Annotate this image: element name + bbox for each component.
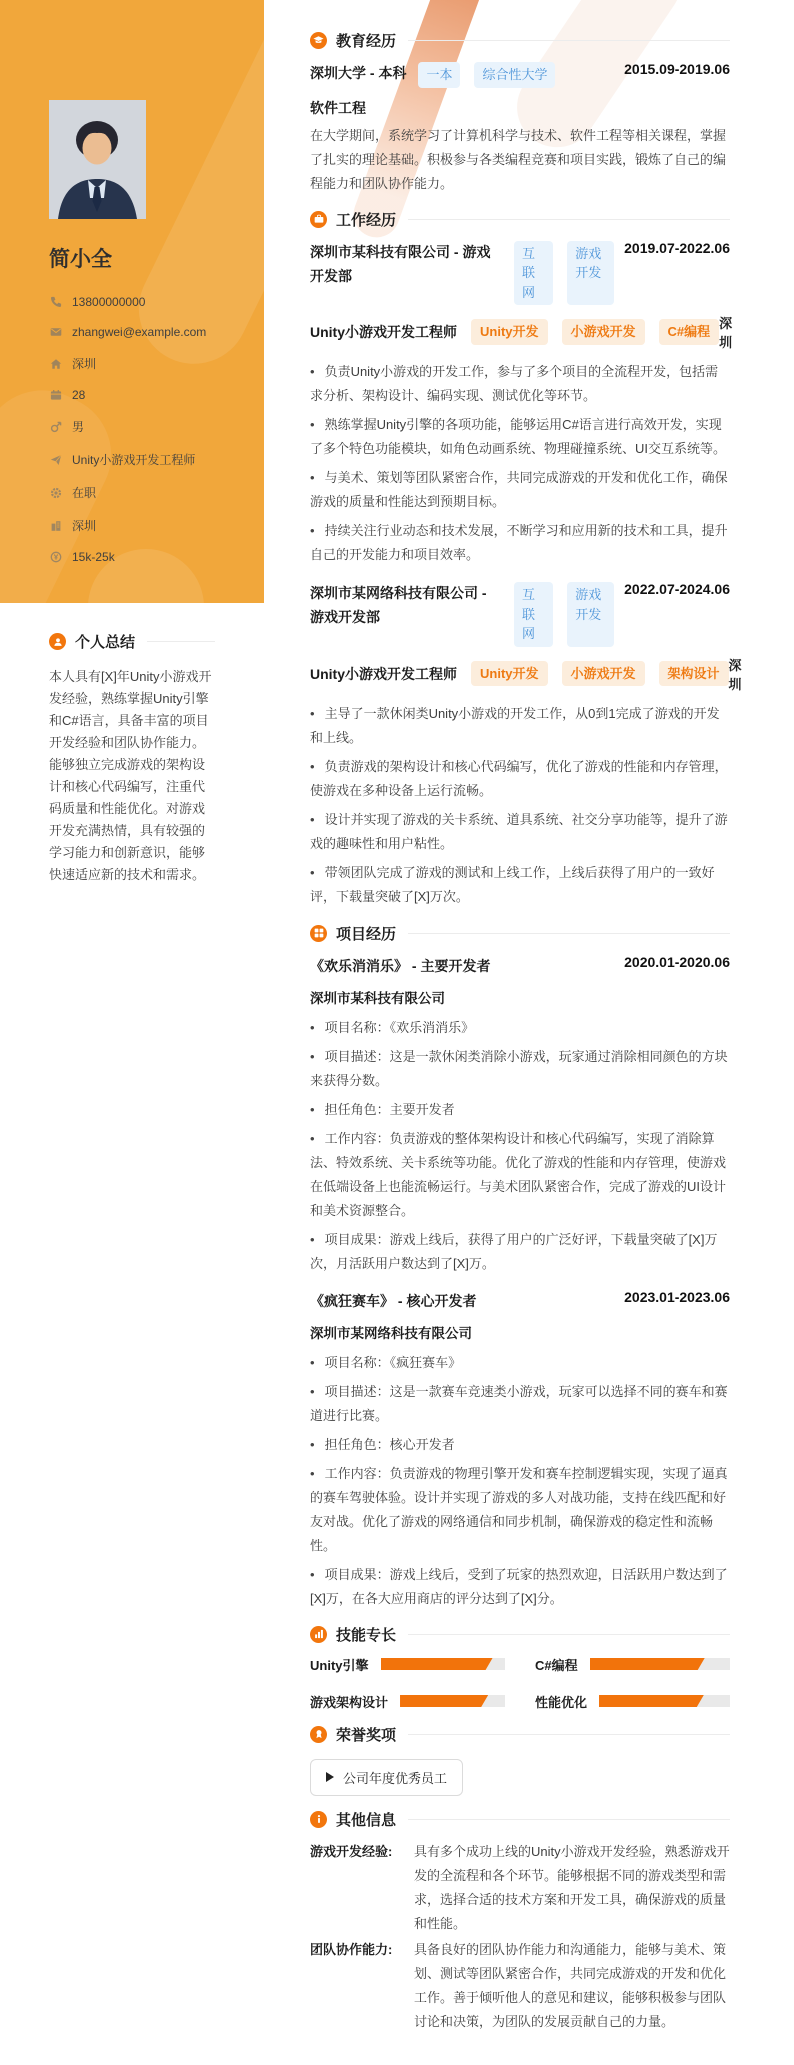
- skill-item: [310, 1692, 505, 1711]
- skill-bar-fill: [599, 1695, 704, 1707]
- divider: [147, 641, 215, 642]
- skill-label: 性能优化: [535, 1694, 588, 1710]
- job-title: Unity小游戏开发工程师: [310, 665, 457, 682]
- job-skill-tags: [471, 319, 719, 345]
- education-icon: [310, 32, 327, 49]
- skill-label: C#编程: [535, 1657, 578, 1673]
- skill-bar: [590, 1658, 730, 1670]
- divider: [408, 1819, 730, 1820]
- project-bullet: • 项目描述：这是一款赛车竞速类小游戏，玩家可以选择不同的赛车和赛道进行比赛。: [310, 1380, 730, 1428]
- section-title: 荣誉奖项: [336, 1726, 397, 1744]
- company-name: 深圳市某网络科技有限公司 - 游戏开发部: [310, 585, 487, 625]
- project-bullet: • 项目描述：这是一款休闲类消除小游戏，玩家通过消除相同颜色的方块来获得分数。: [310, 1045, 730, 1093]
- contact-item: [49, 451, 244, 468]
- job-role-row: [310, 655, 742, 693]
- school-name: 深圳大学 - 本科: [310, 65, 407, 81]
- info-item: [310, 1840, 730, 1936]
- contact-text: 28: [72, 388, 86, 402]
- info-text: 具备良好的团队协作能力和沟通能力，能够与美术、策划、测试等团队紧密合作，共同完成游戏的开发和优化工作。善于倾听他人的意见和建议，能够积极参与团队讨论和决策，为团队的发展贡献自己的力量。: [414, 1941, 727, 2029]
- job-header-row: [310, 240, 730, 306]
- company-tag: 互联网: [514, 582, 553, 647]
- info-text: 具有多个成功上线的Unity小游戏开发经验，熟悉游戏开发的全流程和各个环节。能够根据不同的游戏类型和需求，选择合适的技术方案和开发工具，确保游戏的质量和性能。: [414, 1843, 730, 1931]
- school-tag: 一本: [418, 62, 460, 88]
- project-period: 2023.01-2023.06: [624, 1288, 730, 1305]
- skill-item: [310, 1655, 505, 1674]
- section-honors: [310, 1724, 730, 1796]
- divider: [408, 1734, 730, 1735]
- summary-text: 本人具有[X]年Unity小游戏开发经验，熟练掌握Unity引擎和C#语言，具备丰富的项目开发经验和团队协作能力。能够独立完成游戏的架构设计和核心代码编写，注重代码质量和性能优化。对游戏开发充满热情，具有较强的学习能力和创新意识，能够快速适应新的技术和需求。: [49, 669, 212, 882]
- job-skill-tag: Unity开发: [471, 661, 548, 687]
- project-entry: [310, 1289, 730, 1611]
- job-bullet: • 设计并实现了游戏的关卡系统、道具系统、社交分享功能等，提升了游戏的趣味性和用户粘性。: [310, 808, 730, 856]
- section-projects: [310, 923, 730, 1611]
- project-bullet: • 担任角色：主要开发者: [310, 1098, 730, 1122]
- skills-grid: [310, 1655, 730, 1711]
- skill-bar: [381, 1658, 505, 1670]
- company-tag: 互联网: [514, 241, 553, 306]
- divider: [408, 933, 730, 934]
- education-period: 2015.09-2019.06: [624, 61, 730, 77]
- contact-text: 15k-25k: [72, 550, 115, 564]
- job-skill-tag: 小游戏开发: [562, 319, 645, 345]
- job-location: 深圳: [719, 316, 733, 350]
- project-company: 深圳市某网络科技有限公司: [310, 1325, 472, 1341]
- section-header: [310, 209, 730, 230]
- skill-bar-fill: [400, 1695, 488, 1707]
- contact-text: zhangwei@example.com: [72, 325, 207, 339]
- project-name: 《欢乐消消乐》 - 主要开发者: [310, 957, 491, 974]
- profile-photo: [49, 100, 146, 219]
- person-icon: [49, 633, 66, 650]
- job-skill-tags: [471, 661, 729, 687]
- grid-icon: [310, 925, 327, 942]
- job-skill-tag: C#编程: [659, 319, 720, 345]
- honor-label: 公司年度优秀员工: [343, 1770, 448, 1786]
- section-skills: [310, 1624, 730, 1711]
- project-bullet: • 项目名称：《疯狂赛车》: [310, 1351, 730, 1375]
- section-header: [310, 1809, 730, 1830]
- project-bullet: • 项目成果：游戏上线后，获得了用户的广泛好评，下载量突破了[X]万次，月活跃用户数达到了[X]万。: [310, 1228, 730, 1276]
- job-location: 深圳: [728, 657, 742, 692]
- divider: [408, 219, 730, 220]
- bar-chart-icon: [310, 1626, 327, 1643]
- gender-icon: [49, 420, 62, 433]
- job-bullet: • 带领团队完成了游戏的测试和上线工作，上线后获得了用户的一致好评，下载量突破了[X]万次。: [310, 861, 730, 909]
- contact-text: 深圳: [72, 519, 97, 533]
- medal-icon: [310, 1726, 327, 1743]
- contact-item: [49, 355, 244, 372]
- project-bullet: • 项目名称：《欢乐消消乐》: [310, 1016, 730, 1040]
- play-icon: [326, 1772, 334, 1782]
- main-content: [264, 0, 794, 2065]
- company-name: 深圳市某科技有限公司 - 游戏开发部: [310, 243, 491, 284]
- contact-item: [49, 550, 244, 564]
- info-label: 游戏开发经验:: [310, 1843, 393, 1859]
- job-bullet: • 与美术、策划等团队紧密合作，共同完成游戏的开发和优化工作，确保游戏的质量和性能达到预期目标。: [310, 466, 730, 514]
- project-header-row: [310, 954, 730, 978]
- project-bullet: • 担任角色：核心开发者: [310, 1433, 730, 1457]
- job-role-row: [310, 313, 733, 351]
- honor-item-button[interactable]: [310, 1759, 463, 1796]
- contact-list: [49, 295, 244, 564]
- info-item: [310, 1938, 730, 2034]
- job-period: 2022.07-2024.06: [624, 581, 730, 597]
- job-bullet: • 负责Unity小游戏的开发工作，参与了多个项目的全流程开发，包括需求分析、架构设计、编码实现、测试优化等环节。: [310, 360, 730, 408]
- divider: [408, 1634, 730, 1635]
- section-other: [310, 1809, 730, 2034]
- company-tag: 游戏开发: [567, 241, 614, 306]
- contact-item: [49, 295, 244, 309]
- section-header: [310, 1724, 730, 1745]
- project-period: 2020.01-2020.06: [624, 953, 730, 970]
- projects-list: [310, 954, 730, 1611]
- summary-section: [0, 603, 264, 886]
- contact-text: 男: [72, 420, 85, 434]
- skill-label: 游戏架构设计: [310, 1694, 389, 1710]
- summary-title: 个人总结: [75, 634, 136, 651]
- sidebar: [0, 0, 264, 2065]
- sidebar-profile: [0, 0, 264, 603]
- skill-item: [535, 1692, 730, 1711]
- contact-item: [49, 325, 244, 339]
- section-header: [310, 923, 730, 944]
- project-name: 《疯狂赛车》 - 核心开发者: [310, 1292, 477, 1309]
- divider: [408, 40, 730, 41]
- phone-icon: [49, 296, 62, 309]
- candidate-name: 简小全: [49, 248, 112, 271]
- section-title: 其他信息: [336, 1811, 397, 1829]
- job-bullet: • 负责游戏的架构设计和核心代码编写，优化了游戏的性能和内存管理，使游戏在多种设备上运行流畅。: [310, 755, 730, 803]
- age-icon: [49, 389, 62, 402]
- mail-icon: [49, 326, 62, 339]
- job-icon: [49, 453, 62, 466]
- job-skill-tag: 小游戏开发: [562, 661, 645, 687]
- jobs-list: [310, 239, 742, 909]
- job-entry: [310, 581, 742, 909]
- skill-bar: [599, 1695, 730, 1707]
- section-header: [310, 30, 730, 51]
- skill-bar-fill: [381, 1658, 493, 1670]
- section-education: [310, 30, 730, 196]
- school-tag: 综合性大学: [474, 62, 555, 88]
- job-header-row: [310, 581, 730, 647]
- education-entry: [310, 61, 730, 88]
- job-skill-tag: Unity开发: [471, 319, 548, 345]
- section-title: 工作经历: [336, 211, 397, 229]
- project-bullet: • 项目成果：游戏上线后，受到了玩家的热烈欢迎，日活跃用户数达到了[X]万，在各大应用商店的评分达到了[X]分。: [310, 1563, 730, 1611]
- job-entry: [310, 239, 733, 568]
- contact-item: [49, 388, 244, 402]
- honors-list: [310, 1755, 730, 1796]
- skill-item: [535, 1655, 730, 1674]
- summary-header: [49, 631, 215, 652]
- section-title: 教育经历: [336, 33, 397, 50]
- contact-text: 深圳: [72, 357, 97, 371]
- status-icon: [49, 486, 62, 499]
- briefcase-icon: [310, 211, 327, 228]
- contact-item: [49, 484, 244, 501]
- section-header: [310, 1624, 730, 1645]
- other-info-list: [310, 1840, 730, 2034]
- section-work: [310, 209, 742, 909]
- project-bullet: • 工作内容：负责游戏的整体架构设计和核心代码编写，实现了消除算法、特效系统、关卡系统等功能。优化了游戏的性能和内存管理，使游戏在低端设备上也能流畅运行。与美术团队紧密合作，完成了游戏的UI设计和美术资源整合。: [310, 1127, 730, 1223]
- info-icon: [310, 1811, 327, 1828]
- major: 软件工程: [310, 99, 366, 116]
- company-tags: [514, 582, 614, 647]
- job-skill-tag: 架构设计: [659, 661, 729, 687]
- contact-item: [49, 418, 244, 435]
- section-title: 技能专长: [336, 1626, 397, 1644]
- skill-bar: [400, 1695, 505, 1707]
- salary-icon: [49, 551, 62, 564]
- school-tags: [418, 62, 555, 88]
- contact-text: 在职: [72, 486, 97, 500]
- contact-item: [49, 517, 244, 534]
- project-entry: [310, 954, 730, 1276]
- contact-text: 13800000000: [72, 295, 146, 309]
- city-icon: [49, 519, 62, 532]
- project-bullet: • 工作内容：负责游戏的物理引擎开发和赛车控制逻辑实现，实现了逼真的赛车驾驶体验。设计并实现了游戏的多人对战功能，支持在线匹配和好友对战。优化了游戏的网络通信和同步机制，确保游戏的稳定性和流畅性。: [310, 1462, 730, 1558]
- job-bullet: • 主导了一款休闲类Unity小游戏的开发工作，从0到1完成了游戏的开发和上线。: [310, 702, 730, 750]
- project-header-row: [310, 1289, 730, 1313]
- info-label: 团队协作能力:: [310, 1941, 393, 1957]
- job-period: 2019.07-2022.06: [624, 239, 730, 256]
- skill-bar-fill: [590, 1658, 705, 1670]
- contact-text: Unity小游戏开发工程师: [72, 453, 196, 467]
- skill-label: Unity引擎: [310, 1657, 369, 1673]
- section-title: 项目经历: [336, 925, 397, 943]
- job-bullet: • 持续关注行业动态和技术发展，不断学习和应用新的技术和工具，提升自己的开发能力和项目效率。: [310, 519, 730, 567]
- company-tags: [514, 241, 614, 306]
- company-tag: 游戏开发: [567, 582, 614, 647]
- project-company: 深圳市某科技有限公司: [310, 990, 445, 1006]
- education-description: 在大学期间，系统学习了计算机科学与技术、软件工程等相关课程，掌握了扎实的理论基础。积极参与各类编程竞赛和项目实践，锻炼了自己的编程能力和团队协作能力。: [310, 127, 727, 191]
- job-bullet: • 熟练掌握Unity引擎的各项功能，能够运用C#语言进行高效开发，实现了多个特色功能模块，如角色动画系统、物理碰撞系统、UI交互系统等。: [310, 413, 730, 461]
- home-icon: [49, 357, 62, 370]
- job-title: Unity小游戏开发工程师: [310, 324, 457, 340]
